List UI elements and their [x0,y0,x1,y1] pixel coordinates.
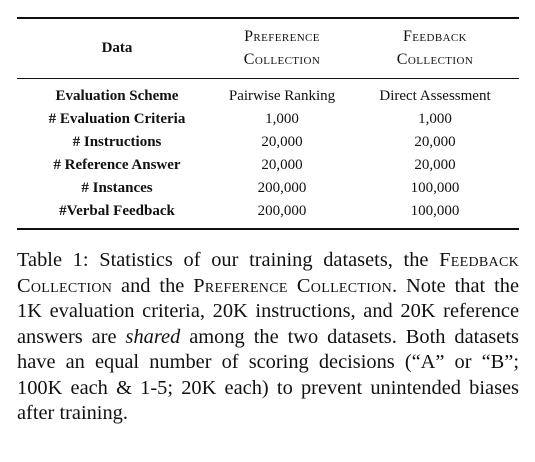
caption-text: and the [112,274,194,297]
caption-text: among the two datasets. Both datasets have an equal number of scoring decisions (“A” or “B”; 100K each & 1-5; 20K each) to prevent unintended biases after training. [17,325,519,424]
row-preference-value: 1,000 [265,111,299,127]
row-label: #Verbal Feedback [59,203,175,219]
row-label: Evaluation Scheme [55,88,179,104]
table-top-rule [17,17,519,19]
table-bottom-rule [17,228,519,230]
row-preference-value: Pairwise Ranking [228,88,336,104]
caption-preference-collection: Preference Collection [193,274,393,297]
row-preference-value: 20,000 [261,134,303,150]
header-feedback-line1: Feedback [402,28,468,45]
row-label: # Evaluation Criteria [48,111,186,127]
row-preference-value: 20,000 [261,157,303,173]
row-feedback-value: 1,000 [418,111,452,127]
row-label: # Reference Answer [53,157,181,173]
row-label: # Instructions [72,134,162,150]
header-preference-line2: Collection [243,51,321,68]
caption-text: Table 1: Statistics of our training datasets, the [17,249,440,271]
header-preference-line1: Preference [244,28,320,45]
header-feedback-line2: Collection [396,51,474,68]
row-preference-value: 200,000 [257,203,307,219]
row-feedback-value: 100,000 [410,203,460,219]
row-preference-value: 200,000 [257,180,307,196]
table-mid-rule [17,78,519,79]
caption-feedback-collection: Feedback Collection [17,249,519,297]
row-feedback-value: 100,000 [410,180,460,196]
table-caption [17,248,519,427]
header-data: Data [101,40,133,56]
row-label: # Instances [81,180,153,196]
row-feedback-value: Direct Assessment [379,88,491,104]
caption-emphasis: shared [125,325,181,348]
row-feedback-value: 20,000 [414,134,456,150]
caption-text: . Note that the 1K evaluation criteria, 20K instructions, and 20K reference answers are [17,274,519,348]
row-feedback-value: 20,000 [414,157,456,173]
